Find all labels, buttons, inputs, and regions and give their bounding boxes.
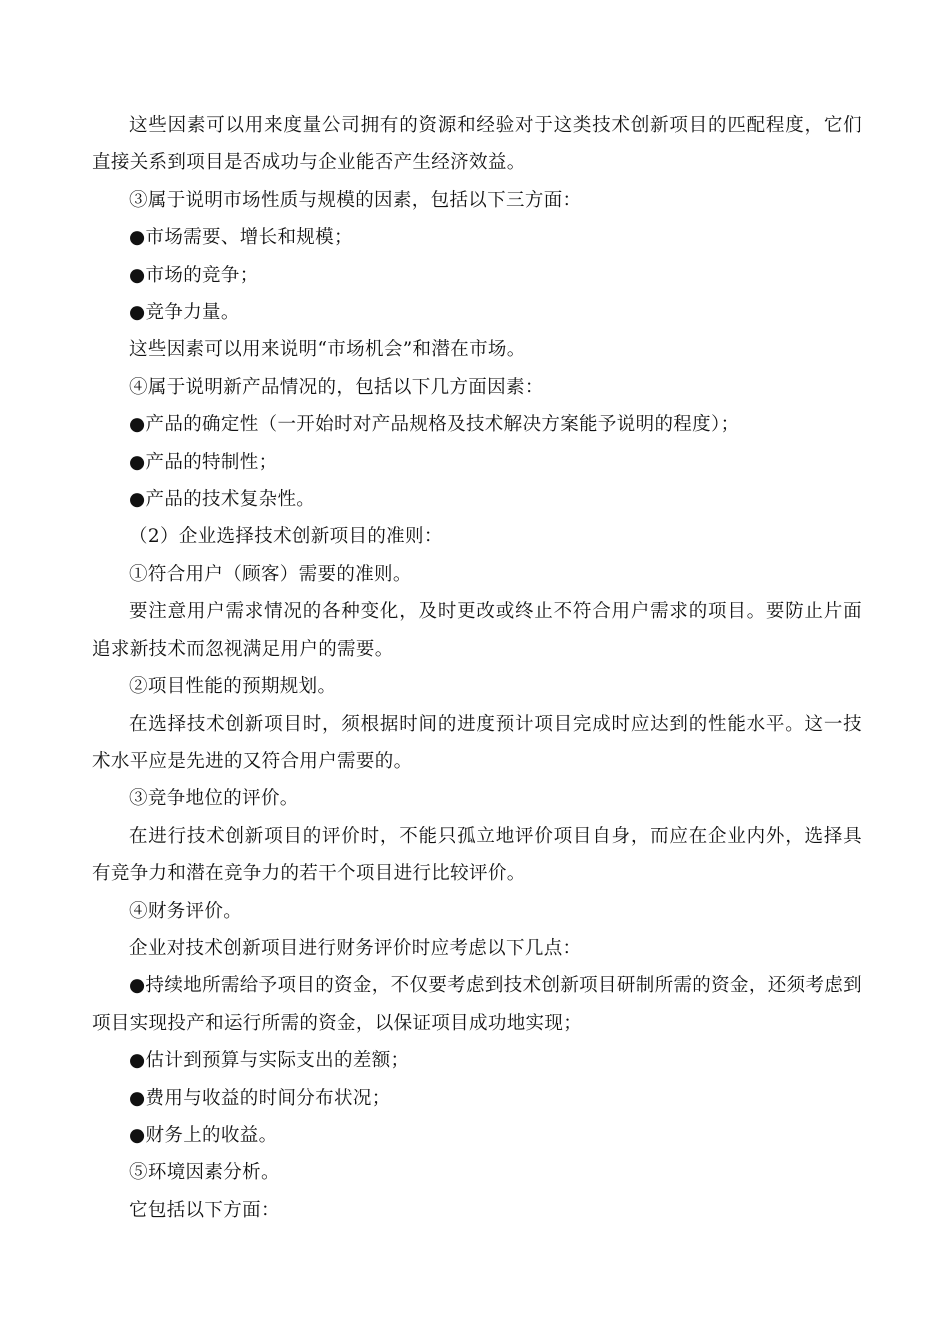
- paragraph: 企业对技术创新项目进行财务评价时应考虑以下几点：: [129, 937, 582, 959]
- subheading: ⑤环境因素分析。: [129, 1162, 280, 1184]
- paragraph: ④属于说明新产品情况的，包括以下几方面因素：: [129, 376, 544, 398]
- document-body: [92, 107, 862, 1229]
- list-item: ●市场需要、增长和规模；: [129, 227, 353, 249]
- subheading: ②项目性能的预期规划。: [129, 676, 337, 698]
- list-item: ●费用与收益的时间分布状况；: [129, 1087, 391, 1109]
- list-item: ●产品的特制性；: [129, 451, 278, 473]
- subheading: ④财务评价。: [129, 900, 243, 922]
- paragraph: ③属于说明市场性质与规模的因素，包括以下三方面：: [129, 189, 582, 211]
- paragraph: 在选择技术创新项目时，须根据时间的进度预计项目完成时应达到的性能水平。这一技术水平应是先进的又符合用户需要的。: [92, 713, 862, 772]
- paragraph: 这些因素可以用来说明“市场机会”和潜在市场。: [129, 339, 526, 361]
- paragraph: 这些因素可以用来度量公司拥有的资源和经验对于这类技术创新项目的匹配程度，它们直接关系到项目是否成功与企业能否产生经济效益。: [92, 115, 862, 174]
- list-item: ●产品的技术复杂性。: [129, 489, 316, 511]
- list-item: ●财务上的收益。: [129, 1124, 278, 1146]
- list-item: ●竞争力量。: [129, 302, 240, 324]
- section-heading: （2）企业选择技术创新项目的准则：: [129, 526, 443, 548]
- subheading: ③竞争地位的评价。: [129, 788, 299, 810]
- list-item: ●产品的确定性（一开始时对产品规格及技术解决方案能予说明的程度）；: [129, 414, 740, 436]
- paragraph: 要注意用户需求情况的各种变化，及时更改或终止不符合用户需求的项目。要防止片面追求新技术而忽视满足用户的需要。: [92, 601, 862, 660]
- paragraph: 它包括以下方面：: [129, 1199, 280, 1221]
- subheading: ①符合用户（顾客）需要的准则。: [129, 563, 412, 585]
- list-item: ●估计到预算与实际支出的差额；: [129, 1050, 410, 1072]
- list-item: ●持续地所需给予项目的资金，不仅要考虑到技术创新项目研制所需的资金，还须考虑到项目实现投产和运行所需的资金，以保证项目成功地实现；: [92, 975, 862, 1034]
- paragraph: 在进行技术创新项目的评价时，不能只孤立地评价项目自身，而应在企业内外，选择具有竞争力和潜在竞争力的若干个项目进行比较评价。: [92, 825, 862, 885]
- list-item: ●市场的竞争；: [129, 264, 259, 286]
